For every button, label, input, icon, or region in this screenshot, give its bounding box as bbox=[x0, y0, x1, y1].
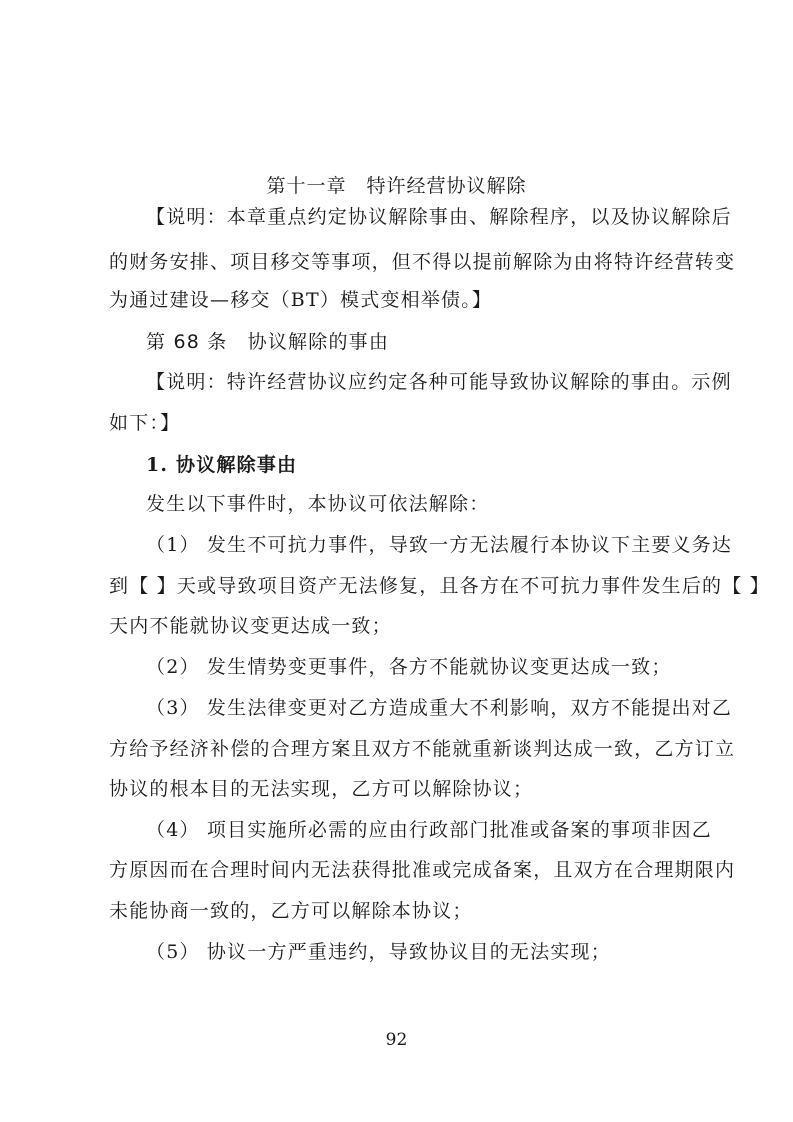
body-line: 方给予经济补偿的合理方案且双方不能就重新谈判达成一致，乙方订立 bbox=[109, 738, 736, 760]
body-line: 方原因而在合理时间内无法获得批准或完成备案，且双方在合理期限内 bbox=[109, 859, 736, 881]
page-number: 92 bbox=[385, 1030, 408, 1050]
chapter-note-line: 的财务安排、项目移交等事项，但不得以提前解除为由将特许经营转变 bbox=[109, 251, 736, 273]
article-note-line: 如下：】 bbox=[109, 412, 181, 434]
chapter-note-line: 为通过建设—移交（BT）模式变相举债。】 bbox=[109, 289, 493, 311]
body-line: 天内不能就协议变更达成一致； bbox=[109, 615, 392, 637]
body-line: （5） 协议一方严重违约，导致协议目的无法实现； bbox=[146, 941, 611, 963]
chapter-note-line: 【说明：本章重点约定协议解除事由、解除程序，以及协议解除后 bbox=[146, 206, 732, 228]
body-line: （4） 项目实施所必需的应由行政部门批准或备案的事项非因乙 bbox=[146, 819, 712, 841]
body-line: 未能协商一致的，乙方可以解除本协议； bbox=[109, 900, 473, 922]
article-title: 第 68 条 协议解除的事由 bbox=[146, 331, 390, 353]
article-note-line: 【说明：特许经营协议应约定各种可能导致协议解除的事由。示例 bbox=[146, 371, 732, 393]
body-line: 协议的根本目的无法实现，乙方可以解除协议； bbox=[109, 778, 534, 800]
body-line: （2） 发生情势变更事件，各方不能就协议变更达成一致； bbox=[146, 656, 672, 678]
body-line: 发生以下事件时，本协议可依法解除： bbox=[146, 493, 490, 515]
body-line: （1） 发生不可抗力事件，导致一方无法履行本协议下主要义务达 bbox=[146, 534, 733, 556]
section-title: 1. 协议解除事由 bbox=[146, 454, 298, 476]
chapter-title: 第十一章 特许经营协议解除 bbox=[266, 175, 527, 197]
body-line: （3） 发生法律变更对乙方造成重大不利影响，双方不能提出对乙 bbox=[146, 697, 733, 719]
body-line: 到【 】天或导致项目资产无法修复，且各方在不可抗力事件发生后的【 】 bbox=[109, 575, 770, 597]
